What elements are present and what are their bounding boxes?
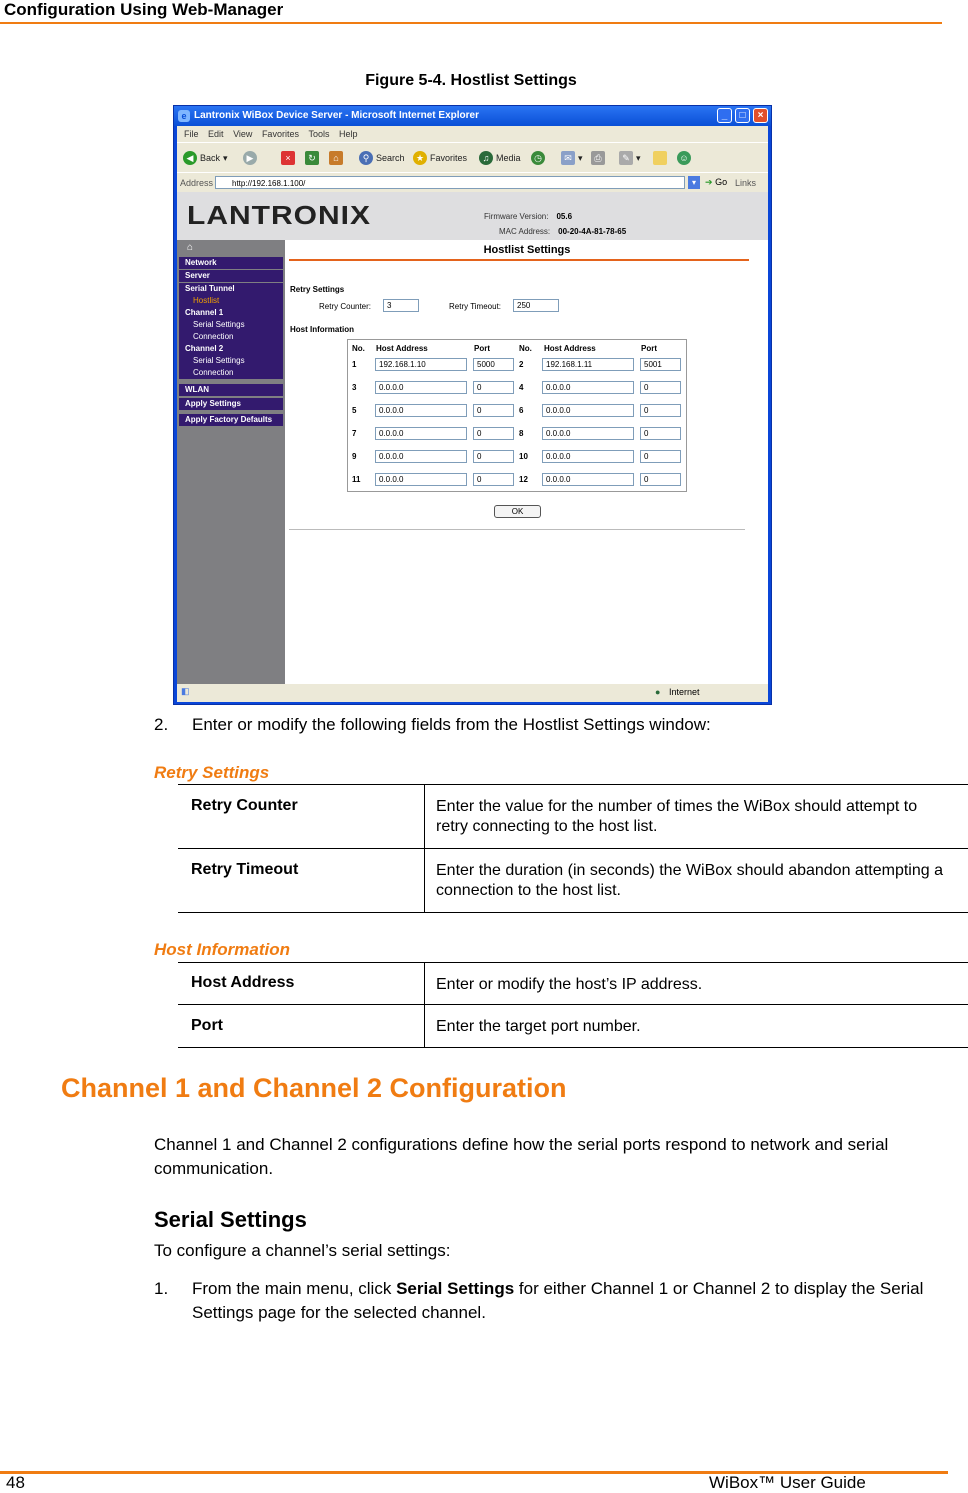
content-bottom-rule: [289, 529, 745, 530]
host-address-input[interactable]: 0.0.0.0: [542, 381, 634, 394]
edit-button[interactable]: [619, 149, 641, 167]
title-rule: [289, 259, 749, 261]
table-rule: [178, 1004, 968, 1005]
stop-button[interactable]: [281, 149, 295, 167]
mail-icon: ✉: [561, 151, 575, 165]
nav-serial-settings-2[interactable]: Serial Settings: [193, 356, 245, 365]
chevron-down-icon[interactable]: ▾: [688, 176, 700, 189]
host-no: 3: [352, 383, 357, 392]
retry-settings-heading: Retry Settings: [290, 285, 345, 294]
port-input[interactable]: 0: [640, 427, 681, 440]
col-no-right: No.: [519, 344, 532, 353]
host-no: 5: [352, 406, 357, 415]
folder-icon: [653, 151, 667, 165]
retry-timeout-input[interactable]: 250: [513, 299, 559, 312]
port-input[interactable]: 0: [473, 427, 514, 440]
chevron-down-icon: ▾: [223, 152, 228, 163]
forward-arrow-icon: ▶: [243, 151, 257, 165]
port-input[interactable]: 5001: [640, 358, 681, 371]
host-no: 4: [519, 383, 524, 392]
host-no: 8: [519, 429, 524, 438]
nav-connection-2[interactable]: Connection: [193, 368, 234, 377]
menu-favorites[interactable]: Favorites: [261, 129, 299, 139]
links-button[interactable]: Links: [735, 178, 757, 188]
status-bar: [177, 684, 768, 702]
retry-counter-term: Retry Counter: [191, 797, 298, 814]
port-input[interactable]: 0: [640, 473, 681, 486]
nav-serial-tunnel-group: [179, 283, 283, 379]
retry-timeout-desc: Enter the duration (in seconds) the WiBox should abandon attempting a connection to the host list.: [436, 862, 943, 899]
edit-icon: ✎: [619, 151, 633, 165]
host-address-desc: Enter or modify the host’s IP address.: [436, 976, 703, 993]
host-table: [347, 339, 687, 492]
nav-server[interactable]: Server: [179, 270, 283, 282]
host-address-input[interactable]: 0.0.0.0: [542, 450, 634, 463]
refresh-button[interactable]: [305, 149, 319, 167]
table-rule: [178, 784, 968, 785]
col-host-left: Host Address: [376, 344, 428, 353]
step-2-number: 2.: [154, 715, 169, 734]
port-input[interactable]: 0: [473, 473, 514, 486]
side-navigation: [177, 240, 285, 684]
configure-text: To configure a channel’s serial settings:: [154, 1241, 451, 1260]
search-icon: ⚲: [359, 151, 373, 165]
globe-icon: ●: [655, 687, 661, 697]
window-titlebar: [174, 106, 771, 126]
port-desc: Enter the target port number.: [436, 1018, 641, 1035]
host-no: 1: [352, 360, 357, 369]
nav-apply-factory-defaults[interactable]: Apply Factory Defaults: [179, 414, 283, 426]
port-input[interactable]: 0: [640, 381, 681, 394]
retry-counter-desc: Enter the value for the number of times the WiBox should attempt to retry connecting to the host list.: [436, 798, 918, 835]
port-input[interactable]: 0: [473, 450, 514, 463]
go-button[interactable]: ➔ Go: [705, 177, 728, 187]
host-information-heading: Host Information: [290, 325, 354, 334]
star-icon: ★: [413, 151, 427, 165]
host-no: 9: [352, 452, 357, 461]
menu-view[interactable]: View: [233, 129, 253, 139]
table-divider: [424, 962, 425, 1047]
host-address-input[interactable]: 0.0.0.0: [542, 427, 634, 440]
print-icon: ⎙: [591, 151, 605, 165]
step-2-text: Enter or modify the following fields from the Hostlist Settings window:: [192, 715, 711, 734]
host-address-input[interactable]: 0.0.0.0: [375, 450, 467, 463]
host-address-term: Host Address: [191, 974, 295, 991]
folder-button[interactable]: [653, 149, 667, 167]
host-address-input[interactable]: 192.168.1.10: [375, 358, 467, 371]
host-no: 6: [519, 406, 524, 415]
messenger-icon: ☺: [677, 151, 691, 165]
serial-settings-heading: Serial Settings: [154, 1207, 307, 1232]
table-rule: [178, 1047, 968, 1048]
firmware-info: Firmware Version: 05.6: [484, 212, 573, 221]
go-arrow-icon: ➔: [705, 177, 713, 187]
address-label: Address: [180, 178, 214, 188]
home-button[interactable]: [329, 149, 343, 167]
nav-connection-1[interactable]: Connection: [193, 332, 234, 341]
port-input[interactable]: 0: [640, 404, 681, 417]
guide-title: WiBox™ User Guide: [709, 1473, 866, 1492]
messenger-button[interactable]: [677, 149, 691, 167]
stop-icon: ×: [281, 151, 295, 165]
host-address-input[interactable]: 192.168.1.11: [542, 358, 634, 371]
nav-network[interactable]: Network: [179, 257, 283, 269]
nav-serial-tunnel[interactable]: Serial Tunnel: [185, 284, 235, 293]
home-icon[interactable]: ⌂: [187, 242, 194, 253]
ok-button[interactable]: OK: [494, 505, 541, 518]
table-rule: [178, 912, 968, 913]
history-icon: ◷: [531, 151, 545, 165]
port-input[interactable]: 5000: [473, 358, 514, 371]
step-1-number: 1.: [154, 1279, 169, 1298]
address-input[interactable]: http://192.168.1.100/: [215, 176, 685, 189]
menu-file[interactable]: File: [184, 129, 199, 139]
mail-button[interactable]: [561, 149, 583, 167]
page-number: 48: [6, 1473, 25, 1492]
toolbar: [177, 142, 768, 173]
minimize-icon[interactable]: _: [717, 108, 732, 123]
page-header: Configuration Using Web-Manager: [4, 0, 284, 19]
table-rule: [178, 848, 968, 849]
home-icon: ⌂: [329, 151, 343, 165]
port-term: Port: [191, 1017, 223, 1034]
host-no: 10: [519, 452, 528, 461]
header-rule: [0, 22, 942, 24]
channel-config-heading: Channel 1 and Channel 2 Configuration: [61, 1073, 567, 1103]
host-no: 2: [519, 360, 524, 369]
host-address-input[interactable]: 0.0.0.0: [375, 381, 467, 394]
nav-wlan[interactable]: WLAN: [179, 384, 283, 396]
browser-screenshot: [173, 105, 772, 705]
retry-settings-section: Retry Settings: [154, 763, 270, 782]
serial-settings-term: Serial Settings: [396, 1279, 515, 1298]
nav-channel-1[interactable]: Channel 1: [185, 308, 224, 317]
retry-timeout-term: Retry Timeout: [191, 861, 299, 878]
web-viewport: [177, 192, 768, 684]
history-button[interactable]: [531, 149, 545, 167]
retry-counter-input[interactable]: 3: [383, 299, 419, 312]
nav-hostlist[interactable]: Hostlist: [193, 296, 220, 305]
nav-apply-settings[interactable]: Apply Settings: [179, 398, 283, 410]
host-information-section: Host Information: [154, 940, 290, 959]
host-address-input[interactable]: 0.0.0.0: [375, 427, 467, 440]
nav-channel-2[interactable]: Channel 2: [185, 344, 224, 353]
page-title: Hostlist Settings: [483, 244, 571, 256]
search-button[interactable]: ⚲ Search: [359, 149, 405, 167]
col-port-right: Port: [641, 344, 657, 353]
col-port-left: Port: [474, 344, 490, 353]
port-input[interactable]: 0: [473, 404, 514, 417]
retry-timeout-label: Retry Timeout:: [449, 302, 502, 311]
media-icon: ♫: [479, 151, 493, 165]
print-button[interactable]: [591, 149, 605, 167]
window-title: Lantronix WiBox Device Server - Microsoft Internet Explorer: [194, 110, 479, 121]
refresh-icon: ↻: [305, 151, 319, 165]
host-address-input[interactable]: 0.0.0.0: [375, 473, 467, 486]
media-button[interactable]: ♫ Media: [479, 149, 521, 167]
back-arrow-icon: ◀: [183, 151, 197, 165]
page-icon: ◧: [181, 686, 190, 696]
close-icon[interactable]: ×: [753, 108, 768, 123]
host-address-input[interactable]: 0.0.0.0: [542, 404, 634, 417]
chevron-down-icon: ▾: [636, 152, 641, 163]
menu-tools[interactable]: Tools: [308, 129, 330, 139]
host-address-input[interactable]: 0.0.0.0: [542, 473, 634, 486]
status-zone: Internet: [669, 687, 700, 697]
channel-config-intro: Channel 1 and Channel 2 configurations define how the serial ports respond to network and serial communication.: [154, 1135, 889, 1178]
table-divider: [424, 784, 425, 912]
col-host-right: Host Address: [544, 344, 596, 353]
port-input[interactable]: 0: [640, 450, 681, 463]
retry-counter-label: Retry Counter:: [319, 302, 372, 311]
port-input[interactable]: 0: [473, 381, 514, 394]
forward-button[interactable]: [243, 149, 257, 167]
logo-band: [177, 192, 768, 240]
mac-info: MAC Address: 00-20-4A-81-78-65: [499, 227, 627, 236]
back-button[interactable]: ◀ Back ▾: [183, 149, 228, 167]
address-bar: [177, 172, 768, 193]
host-no: 7: [352, 429, 357, 438]
favorites-button[interactable]: ★ Favorites: [413, 149, 467, 167]
menu-help[interactable]: Help: [339, 129, 358, 139]
step-1-text: From the main menu, click Serial Settings for either Channel 1 or Channel 2 to display the Serial Settings page for the selected channel.: [192, 1279, 924, 1322]
host-no: 11: [352, 475, 361, 484]
col-no-left: No.: [352, 344, 365, 353]
host-no: 12: [519, 475, 528, 484]
ie-icon: e: [178, 110, 190, 122]
table-rule: [178, 962, 968, 963]
host-address-input[interactable]: 0.0.0.0: [375, 404, 467, 417]
chevron-down-icon: ▾: [578, 152, 583, 163]
maximize-icon[interactable]: □: [735, 108, 750, 123]
menu-edit[interactable]: Edit: [208, 129, 224, 139]
lantronix-logo: LANTRONIX: [187, 202, 371, 231]
figure-caption: Figure 5-4. Hostlist Settings: [365, 72, 577, 89]
nav-serial-settings-1[interactable]: Serial Settings: [193, 320, 245, 329]
menu-bar: [177, 126, 768, 142]
